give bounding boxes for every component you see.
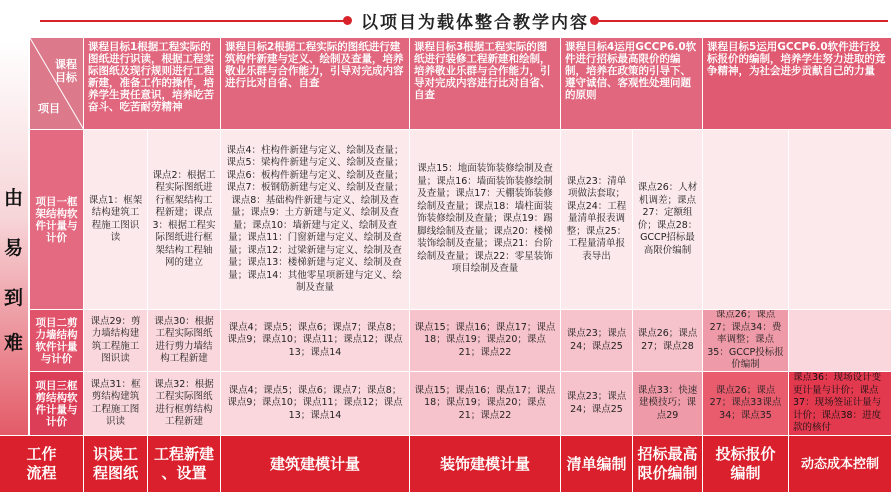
- title-divider-right: [598, 20, 888, 22]
- goal-header-1: 课程目标1根据工程实际的图纸进行识读，根据工程实际图纸及现行规则进行工程新建，准备工作的操作，培养学生责任意识，培养吃苦奋斗、吃苦耐劳精神: [84, 38, 221, 130]
- workflow-step: [148, 436, 221, 492]
- project-label-3: 项目三框剪结构软件计量与计价: [30, 372, 84, 436]
- workflow-step: [410, 436, 561, 492]
- workflow-step: [633, 436, 703, 492]
- lesson-cell: [789, 310, 892, 372]
- lesson-cell: [703, 130, 789, 310]
- lesson-cell: 课点4：柱构件新建与定义、绘制及查量；课点5：梁构件新建与定义、绘制及查量；课点6：板构件新建与定义、绘制及查量；课点7：板钢筋新建与定义、绘制及查量；课点8：基础构件新建与定义、绘制及查量；课点9：土方新建与定义、绘制及查量；课点10：墙新建与定义、绘制及查量；课点11：门窗新建与定义、绘制及查量；课点12：过梁新建与定义、绘制及查量；课点13：楼梯新建与定义、绘制及查量；课点14：其他零星项新建与定义、绘制及查量: [221, 130, 410, 310]
- goal-header-2: 课程目标2根据工程实际的图纸进行建筑构件新建与定义、绘制及查量，培养敬业乐群与合作能力，引导对完成内容进行比对自省、自查: [221, 38, 410, 130]
- side-char: 由: [4, 187, 24, 209]
- workflow-text: 动态成本控制: [800, 456, 879, 472]
- project-label-1: 项目一框架结构软件计量与计价: [30, 130, 84, 310]
- workflow-text: 程图纸: [92, 464, 138, 482]
- side-char: 到: [4, 287, 24, 309]
- workflow-text: 流程: [26, 464, 57, 482]
- lesson-cell: 课点26；课点27；课点28: [633, 310, 703, 372]
- corner-header: [30, 38, 84, 130]
- workflow-text: 建筑建模计量: [269, 454, 360, 473]
- goal-header-3: 课程目标3根据工程实际的图纸进行装修工程新建和绘制，培养敬业乐群与合作能力，引导对完成内容进行比对自省、自查: [410, 38, 561, 130]
- lesson-cell: 课点23；课点24；课点25: [561, 372, 633, 436]
- workflow-text: 招标最高: [637, 445, 698, 463]
- lesson-cell: 课点23；课点24；课点25: [561, 310, 633, 372]
- goal-header-5: 课程目标5运用GCCP6.0软件进行投标报价的编制，培养学生努力进取的竞争精神，为社会进步贡献自己的力量: [703, 38, 892, 130]
- lesson-cell: 课点23：清单项做法套取；课点24：工程量清单报表调整；课点25：工程量清单报表导出: [561, 130, 633, 310]
- lesson-cell: [789, 130, 892, 310]
- lesson-cell: 课点26：人材机调差；课点27：定额组价；课点28：GCCP招标最高限价编制: [633, 130, 703, 310]
- lesson-cell: 课点32：根据工程实际图纸进行框剪结构工程新建: [148, 372, 221, 436]
- lesson-cell: 课点15：地面装饰装修绘制及查量；课点16：墙面装饰装修绘制及查量；课点17：天棚装饰装修绘制及查量；课点18：墙柱面装饰装修绘制及查量；课点19：踢脚线绘制及查量；课点20：楼梯装饰绘制及查量；课点21：台阶绘制及查量；课点22：零星装饰项目绘制及查量: [410, 130, 561, 310]
- lesson-cell: 课点29：剪力墙结构建筑工程施工图识读: [84, 310, 148, 372]
- goal-header-4: 课程目标4运用GCCP6.0软件进行招标最高限价的编制，培养在政策的引导下、遵守诚信、客观性处理问题的原则: [561, 38, 703, 130]
- workflow-step: [84, 436, 148, 492]
- workflow-text: 限价编制: [637, 464, 698, 482]
- lesson-cell: 课点15；课点16；课点17；课点18；课点19；课点20；课点21；课点22: [410, 310, 561, 372]
- lesson-cell: 课点26；课点27；课点33课点34；课点35: [703, 372, 789, 436]
- project-label-2: 项目二剪力墙结构软件计量与计价: [30, 310, 84, 372]
- lesson-cell: 课点30：根据工程实际图纸进行剪力墙结构工程新建: [148, 310, 221, 372]
- workflow-text: 工作: [26, 445, 57, 463]
- difficulty-sidebar: [0, 40, 28, 435]
- workflow-text: 、设置: [161, 464, 207, 482]
- workflow-text: 清单编制: [566, 454, 627, 473]
- lesson-cell: 课点31：框剪结构建筑工程施工图识读: [84, 372, 148, 436]
- workflow-step: [221, 436, 410, 492]
- corner-diagonal: [30, 38, 84, 130]
- title-bar: [0, 0, 892, 38]
- title-divider-left: [40, 20, 345, 22]
- workflow-step: [0, 436, 84, 492]
- page-title: 以项目为载体整合教学内容: [361, 13, 589, 33]
- lesson-cell: 课点2：根据工程实际图纸进行框架结构工程新建；课点3：根据工程实际图纸进行框架结构工程轴网的建立: [148, 130, 221, 310]
- corner-label-goal: 课程目标: [55, 58, 77, 84]
- workflow-text: 投标报价: [715, 445, 776, 463]
- lesson-cell: 课点1：框架结构建筑工程施工图识读: [84, 130, 148, 310]
- corner-label-project: 项目: [38, 102, 60, 115]
- workflow-text: 装饰建模计量: [439, 454, 530, 473]
- side-char: 易: [4, 237, 24, 259]
- lesson-cell: 课点4；课点5；课点6；课点7；课点8；课点9；课点10；课点11；课点12；课点13；课点14: [221, 310, 410, 372]
- lesson-cell: 课点4；课点5；课点6；课点7；课点8；课点9；课点10；课点11；课点12；课点13；课点14: [221, 372, 410, 436]
- lesson-cell: 课点26；课点27；课点34：费率调整；课点35：GCCP投标报价编制: [703, 310, 789, 372]
- workflow-text: 工程新建: [153, 445, 214, 463]
- workflow-text: 编制: [730, 464, 761, 482]
- workflow-text: 识读工: [92, 445, 138, 463]
- title-dot-left: [343, 16, 352, 25]
- workflow-step: [561, 436, 633, 492]
- workflow-step: [789, 436, 892, 492]
- lesson-cell: 课点36：现场设计变更计量与计价；课点37：现场签证计量与计价；课点38：进度款的核付: [789, 372, 892, 436]
- workflow-step: [703, 436, 789, 492]
- lesson-cell: 课点15；课点16；课点17；课点18；课点19；课点20；课点21；课点22: [410, 372, 561, 436]
- side-char: 难: [4, 332, 24, 354]
- lesson-cell: 课点33：快速建模技巧；课点29: [633, 372, 703, 436]
